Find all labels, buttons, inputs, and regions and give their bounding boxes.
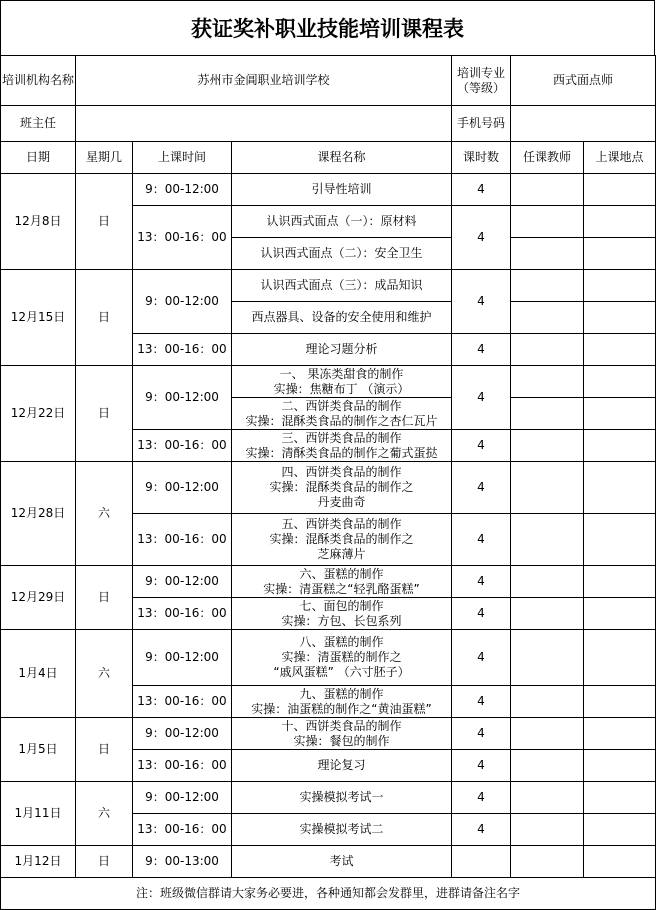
course-cell: 引导性培训 <box>232 174 452 206</box>
weekday-cell: 日 <box>76 846 133 878</box>
location-cell <box>584 238 656 270</box>
teacher-cell <box>511 334 584 366</box>
header-weekday: 星期几 <box>76 142 133 174</box>
date-cell: 1月11日 <box>1 782 76 846</box>
time-cell: 9：00-12:00 <box>133 366 232 430</box>
teacher-cell <box>511 206 584 238</box>
time-cell: 13：00-16：00 <box>133 514 232 566</box>
time-cell: 9：00-12:00 <box>133 782 232 814</box>
major-label: 培训专业（等级） <box>452 56 511 106</box>
weekday-cell: 六 <box>76 462 133 566</box>
course-cell: 理论习题分析 <box>232 334 452 366</box>
time-cell: 9：00-12:00 <box>133 462 232 514</box>
headteacher-label: 班主任 <box>1 106 76 142</box>
location-cell <box>584 566 656 598</box>
phone-label: 手机号码 <box>452 106 511 142</box>
teacher-cell <box>511 686 584 718</box>
location-cell <box>584 630 656 686</box>
table-row <box>1 174 656 206</box>
hours-cell: 4 <box>452 718 511 750</box>
weekday-cell: 日 <box>76 174 133 270</box>
location-cell <box>584 398 656 430</box>
course-cell: 三、西饼类食品的制作 实操：清酥类食品的制作之葡式蛋挞 <box>232 430 452 462</box>
date-cell: 12月28日 <box>1 462 76 566</box>
time-cell: 9：00-12:00 <box>133 566 232 598</box>
course-cell: 八、蛋糕的制作 实操：清蛋糕的制作之 “戚风蛋糕” （六寸胚子） <box>232 630 452 686</box>
weekday-cell: 日 <box>76 270 133 366</box>
hours-cell: 4 <box>452 270 511 334</box>
table-row <box>1 630 656 686</box>
schedule-table <box>0 55 656 910</box>
hours-cell: 4 <box>452 366 511 430</box>
teacher-cell <box>511 462 584 514</box>
teacher-cell <box>511 782 584 814</box>
header-location: 上课地点 <box>584 142 656 174</box>
date-cell: 12月15日 <box>1 270 76 366</box>
hours-cell <box>452 846 511 878</box>
location-cell <box>584 782 656 814</box>
course-cell: 理论复习 <box>232 750 452 782</box>
course-cell: 六、蛋糕的制作 实操：清蛋糕之“轻乳酪蛋糕” <box>232 566 452 598</box>
teacher-cell <box>511 718 584 750</box>
major-value: 西式面点师 <box>511 56 656 106</box>
teacher-cell <box>511 846 584 878</box>
time-cell: 9：00-13:00 <box>133 846 232 878</box>
header-hours: 课时数 <box>452 142 511 174</box>
hours-cell: 4 <box>452 750 511 782</box>
location-cell <box>584 846 656 878</box>
course-cell: 认识西式面点（一）：原材料 <box>232 206 452 238</box>
table-row <box>1 846 656 878</box>
weekday-cell: 日 <box>76 718 133 782</box>
phone-value <box>511 106 656 142</box>
header-date: 日期 <box>1 142 76 174</box>
hours-cell: 4 <box>452 334 511 366</box>
table-row <box>1 270 656 302</box>
location-cell <box>584 814 656 846</box>
location-cell <box>584 686 656 718</box>
course-cell: 一、 果冻类甜食的制作 实操：焦糖布丁 （演示） <box>232 366 452 398</box>
course-cell: 七、面包的制作 实操：方包、长包系列 <box>232 598 452 630</box>
course-cell: 实操模拟考试二 <box>232 814 452 846</box>
location-cell <box>584 270 656 302</box>
teacher-cell <box>511 566 584 598</box>
location-cell <box>584 514 656 566</box>
teacher-cell <box>511 270 584 302</box>
org-value: 苏州市金阊职业培训学校 <box>76 56 452 106</box>
location-cell <box>584 174 656 206</box>
hours-cell: 4 <box>452 206 511 270</box>
header-teacher: 任课教师 <box>511 142 584 174</box>
table-row <box>1 566 656 598</box>
footer-note: 注：班级微信群请大家务必要进，各种通知都会发群里，进群请备注名字 <box>1 878 656 910</box>
hours-cell: 4 <box>452 462 511 514</box>
course-cell: 考试 <box>232 846 452 878</box>
time-cell: 13：00-16：00 <box>133 814 232 846</box>
location-cell <box>584 750 656 782</box>
course-cell: 认识西式面点（三）：成品知识 <box>232 270 452 302</box>
time-cell: 13：00-16：00 <box>133 334 232 366</box>
teacher-cell <box>511 814 584 846</box>
teacher-cell <box>511 750 584 782</box>
time-cell: 13：00-16：00 <box>133 598 232 630</box>
time-cell: 9：00-12:00 <box>133 718 232 750</box>
weekday-cell: 六 <box>76 630 133 718</box>
location-cell <box>584 302 656 334</box>
table-row <box>1 462 656 514</box>
course-cell: 十、西饼类食品的制作 实操：餐包的制作 <box>232 718 452 750</box>
hours-cell: 4 <box>452 814 511 846</box>
hours-cell: 4 <box>452 566 511 598</box>
hours-cell: 4 <box>452 782 511 814</box>
course-cell: 九、蛋糕的制作 实操：油蛋糕的制作之“黄油蛋糕” <box>232 686 452 718</box>
teacher-cell <box>511 302 584 334</box>
teacher-cell <box>511 174 584 206</box>
location-cell <box>584 334 656 366</box>
header-course: 课程名称 <box>232 142 452 174</box>
location-cell <box>584 718 656 750</box>
teacher-cell <box>511 630 584 686</box>
hours-cell: 4 <box>452 598 511 630</box>
course-cell: 实操模拟考试一 <box>232 782 452 814</box>
location-cell <box>584 366 656 398</box>
teacher-cell <box>511 366 584 398</box>
time-cell: 13：00-16：00 <box>133 750 232 782</box>
weekday-cell: 日 <box>76 566 133 630</box>
location-cell <box>584 598 656 630</box>
org-label: 培训机构名称 <box>1 56 76 106</box>
course-cell: 四、西饼类食品的制作 实操：混酥类食品的制作之 丹麦曲奇 <box>232 462 452 514</box>
teacher-cell <box>511 238 584 270</box>
weekday-cell: 六 <box>76 782 133 846</box>
weekday-cell: 日 <box>76 366 133 462</box>
time-cell: 13：00-16：00 <box>133 430 232 462</box>
headteacher-value <box>76 106 452 142</box>
location-cell <box>584 206 656 238</box>
header-time: 上课时间 <box>133 142 232 174</box>
teacher-cell <box>511 430 584 462</box>
date-cell: 1月5日 <box>1 718 76 782</box>
course-cell: 认识西式面点（二）：安全卫生 <box>232 238 452 270</box>
time-cell: 9：00-12:00 <box>133 174 232 206</box>
teacher-cell <box>511 398 584 430</box>
hours-cell: 4 <box>452 430 511 462</box>
table-row <box>1 718 656 750</box>
time-cell: 9：00-12:00 <box>133 630 232 686</box>
time-cell: 9：00-12:00 <box>133 270 232 334</box>
teacher-cell <box>511 514 584 566</box>
hours-cell: 4 <box>452 686 511 718</box>
date-cell: 12月8日 <box>1 174 76 270</box>
hours-cell: 4 <box>452 630 511 686</box>
location-cell <box>584 462 656 514</box>
location-cell <box>584 430 656 462</box>
course-cell: 二、西饼类食品的制作 实操：混酥类食品的制作之杏仁瓦片 <box>232 398 452 430</box>
teacher-cell <box>511 598 584 630</box>
table-row <box>1 366 656 398</box>
time-cell: 13：00-16：00 <box>133 206 232 270</box>
course-cell: 五、西饼类食品的制作 实操：混酥类食品的制作之 芝麻薄片 <box>232 514 452 566</box>
table-row <box>1 782 656 814</box>
date-cell: 12月22日 <box>1 366 76 462</box>
date-cell: 1月4日 <box>1 630 76 718</box>
course-cell: 西点器具、设备的安全使用和维护 <box>232 302 452 334</box>
date-cell: 12月29日 <box>1 566 76 630</box>
hours-cell: 4 <box>452 514 511 566</box>
date-cell: 1月12日 <box>1 846 76 878</box>
time-cell: 13：00-16：00 <box>133 686 232 718</box>
hours-cell: 4 <box>452 174 511 206</box>
page-title: 获证奖补职业技能培训课程表 <box>0 0 655 56</box>
